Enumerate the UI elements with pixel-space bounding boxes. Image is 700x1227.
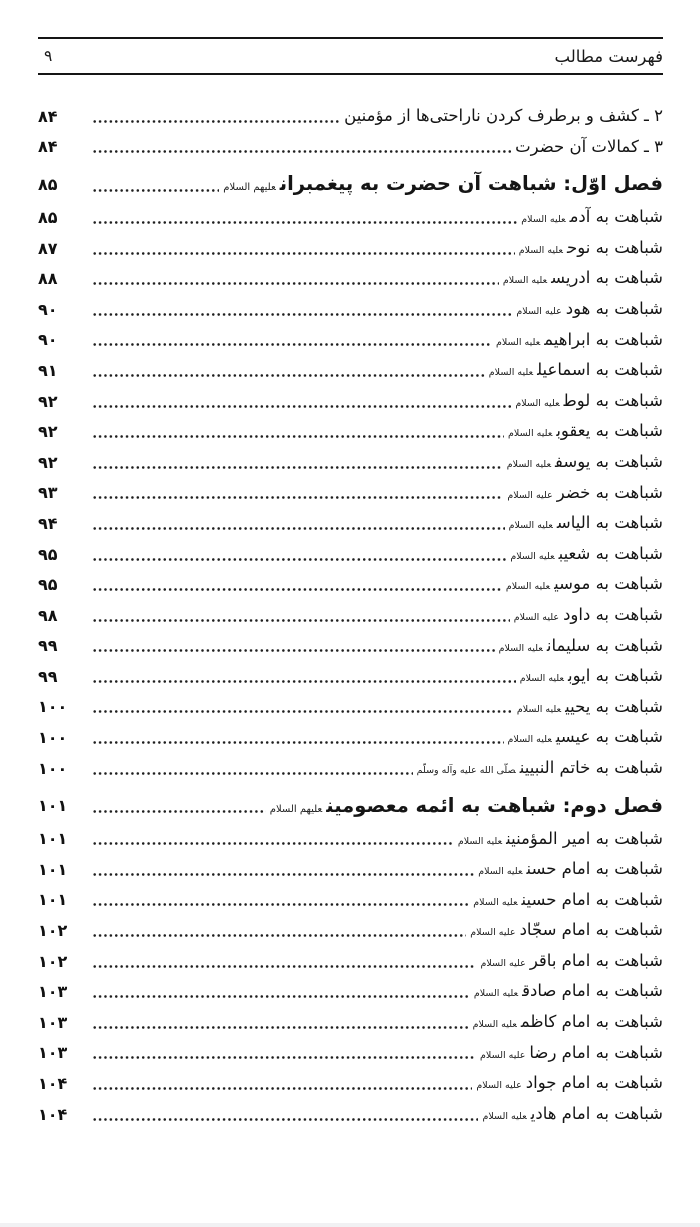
- toc-row: [38, 631, 663, 662]
- toc-entry-page-number: ۸۴: [38, 137, 58, 157]
- toc-entry-label: شباهت به امام حسین: [521, 889, 663, 909]
- toc-entry-honorific: علیه السلام: [480, 1049, 526, 1061]
- toc-entry-page-number: ۹۱: [38, 360, 58, 380]
- toc-entry-text: [506, 576, 663, 593]
- toc-entry-page-number: ۱۰۳: [38, 982, 68, 1002]
- dot-leader: [92, 1118, 478, 1121]
- toc-entry-label: شباهت به امام هادی: [530, 1103, 663, 1123]
- toc-entry-honorific: علیه السلام: [473, 988, 519, 1000]
- toc-entry-text: [344, 108, 663, 125]
- toc-entry-text: [474, 983, 663, 1000]
- toc-row: [38, 263, 663, 294]
- toc-entry-text: [508, 423, 663, 440]
- toc-entry-text: [457, 828, 663, 848]
- toc-entry-label: شباهت به عیسی: [555, 727, 663, 747]
- dot-leader: [92, 995, 470, 998]
- toc-entry-honorific: علیه السلام: [480, 957, 526, 969]
- toc-entry-honorific: علیه السلام: [470, 927, 516, 939]
- toc-row: [38, 478, 663, 509]
- toc-entry-text: [521, 209, 663, 226]
- toc-row: [38, 386, 663, 417]
- dot-leader: [92, 221, 517, 224]
- toc-entry-text: [470, 922, 663, 939]
- header-page-number: ۹: [44, 47, 53, 65]
- toc-entry-text: [489, 362, 663, 379]
- toc-entry-page-number: ۱۰۴: [38, 1074, 68, 1094]
- toc-entry-page-number: ۹۹: [38, 666, 58, 686]
- toc-entry-label: شباهت به لوط: [563, 390, 663, 410]
- toc-row: [38, 1068, 663, 1099]
- toc-entry-honorific: علیه السلام: [506, 458, 552, 470]
- toc-row: [38, 233, 663, 264]
- dot-leader: [92, 710, 513, 713]
- toc-entry-text: [510, 543, 663, 563]
- toc-entry-text: [516, 696, 663, 716]
- toc-entry-label: شباهت به امام صادق: [522, 981, 663, 1001]
- toc-entry-text: [223, 174, 663, 194]
- toc-entry-label: شباهت به هود: [565, 299, 663, 319]
- toc-entry-label: شباهت به امام کاظم: [520, 1012, 663, 1032]
- toc-entry-page-number: ۸۵: [38, 174, 58, 194]
- toc-entry-honorific: علیه السلام: [476, 1080, 522, 1092]
- toc-entry-page-number: ۱۰۰: [38, 728, 68, 748]
- dot-leader: [92, 282, 499, 285]
- dot-leader: [92, 842, 454, 845]
- toc-row: [38, 1099, 663, 1130]
- toc-entry-honorific: علیه السلام: [516, 306, 562, 318]
- toc-entry-label: شباهت به ادریس: [551, 268, 663, 288]
- toc-entry-text: [520, 668, 663, 685]
- toc-entry-honorific: علیه السلام: [518, 244, 564, 256]
- toc-entry-label: فصل دوم: شباهت به ائمه معصومین: [326, 793, 663, 817]
- toc-entry-text: [508, 729, 663, 746]
- dot-leader: [92, 150, 511, 153]
- toc-entry-label: شباهت به موسی: [554, 574, 663, 594]
- toc-row: [38, 132, 663, 163]
- toc-entry-page-number: ۹۸: [38, 605, 58, 625]
- toc-entry-honorific: علیه السلام: [516, 703, 562, 715]
- dot-leader: [92, 496, 503, 499]
- dot-leader: [92, 435, 504, 438]
- toc-row: [38, 722, 663, 753]
- toc-row: [38, 823, 663, 854]
- toc-entry-page-number: ۸۴: [38, 106, 58, 126]
- dot-leader: [92, 810, 266, 813]
- dot-leader: [92, 558, 506, 561]
- toc-entry-label: شباهت به شعیب: [558, 543, 663, 563]
- dot-leader: [92, 903, 469, 906]
- toc-entry-honorific: علیه السلام: [508, 520, 553, 532]
- toc-entry-honorific: علیه السلام: [502, 275, 548, 287]
- toc-row: [38, 946, 663, 977]
- toc-entry-page-number: ۹۲: [38, 452, 58, 472]
- toc-entry-page-number: ۱۰۳: [38, 1012, 68, 1032]
- dot-leader: [92, 1056, 476, 1059]
- toc-entry-label: فصل اوّل: شباهت آن حضرت به پیغمبران: [279, 172, 663, 196]
- toc-entry-page-number: ۹۰: [38, 330, 58, 350]
- dot-leader: [92, 649, 495, 652]
- dot-leader: [92, 189, 219, 192]
- header-title: فهرست مطالب: [554, 46, 663, 66]
- toc-row: [38, 854, 663, 885]
- toc-row: [38, 753, 663, 784]
- toc-row: [38, 885, 663, 916]
- toc-row: [38, 692, 663, 723]
- toc-entry-text: [473, 1014, 663, 1031]
- toc-row: [38, 416, 663, 447]
- toc-entry-page-number: ۸۵: [38, 207, 58, 227]
- toc-row: [38, 661, 663, 692]
- toc-entry-text: [416, 757, 663, 777]
- toc-entry-label: ۲ ـ کشف و برطرف کردن ناراحتی‌ها از مؤمنین: [344, 106, 663, 126]
- toc-entry-page-number: ۱۰۱: [38, 890, 68, 910]
- toc-entry-text: [509, 515, 663, 532]
- toc-entry-honorific: علیه السلام: [488, 367, 534, 379]
- toc-entry-label: شباهت به یحیی: [565, 696, 663, 716]
- toc-entry-page-number: ۱۰۱: [38, 795, 68, 815]
- toc-entry-text: [495, 329, 663, 349]
- toc-entry-label: شباهت به یوسف: [555, 451, 663, 471]
- toc-row: [38, 355, 663, 386]
- toc-entry-text: [473, 889, 663, 909]
- toc-entry-text: [480, 950, 663, 970]
- dot-leader: [92, 374, 485, 377]
- dot-leader: [92, 343, 492, 346]
- toc-entry-label: شباهت به امام سجّاد: [519, 920, 663, 940]
- toc-entry-text: [515, 390, 663, 410]
- toc-row: [38, 915, 663, 946]
- toc-entry-page-number: ۱۰۳: [38, 1043, 68, 1063]
- toc-entry-page-number: ۹۹: [38, 636, 58, 656]
- dot-leader: [92, 772, 413, 775]
- toc-entry-label: ۳ ـ کمالات آن حضرت: [515, 136, 663, 156]
- toc-entry-page-number: ۱۰۱: [38, 859, 68, 879]
- toc-entry-page-number: ۱۰۴: [38, 1104, 68, 1124]
- toc-entry-label: شباهت به ابراهیم: [544, 329, 663, 349]
- toc-row: [38, 325, 663, 356]
- toc-row: [38, 101, 663, 132]
- dot-leader: [92, 619, 510, 622]
- toc-row: [38, 202, 663, 233]
- toc-entry-label: شباهت به سلیمان: [546, 635, 663, 655]
- toc-entry-page-number: ۱۰۰: [38, 697, 68, 717]
- toc-entry-honorific: علیه السلام: [478, 866, 523, 878]
- toc-row: [38, 600, 663, 631]
- toc-row: [38, 569, 663, 600]
- dot-leader: [92, 1087, 472, 1090]
- toc-entry-text: [269, 793, 663, 817]
- toc-entry-text: [498, 635, 663, 655]
- toc-entry-page-number: ۸۷: [38, 238, 58, 258]
- toc-entry-text: [513, 604, 663, 624]
- toc-entry-page-number: ۹۵: [38, 544, 58, 564]
- toc-entry-page-number: ۱۰۰: [38, 758, 68, 778]
- toc-entry-label: شباهت به اسماعیل: [537, 360, 663, 380]
- toc-entry-text: [480, 1042, 663, 1062]
- toc-entry-label: شباهت به امام رضا: [529, 1042, 663, 1062]
- toc-entry-page-number: ۹۴: [38, 513, 58, 533]
- dot-leader: [92, 527, 505, 530]
- toc-entry-page-number: ۸۸: [38, 269, 58, 289]
- toc-entry-label: شباهت به امام باقر: [529, 950, 663, 970]
- toc-entry-text: [478, 861, 663, 878]
- dot-leader: [92, 466, 503, 469]
- toc-row: [38, 976, 663, 1007]
- toc-entry-label: شباهت به امام حسن: [526, 859, 663, 879]
- toc-entry-honorific: علیه السلام: [507, 734, 552, 746]
- toc-entry-label: شباهت به ایوب: [568, 666, 663, 686]
- toc-entry-text: [506, 451, 663, 471]
- toc-entry-honorific: علیه السلام: [482, 1110, 527, 1122]
- toc-entry-honorific: علیه السلام: [507, 489, 553, 501]
- toc-entry-label: شباهت به خضر: [556, 482, 663, 502]
- toc-entry-text: [515, 136, 663, 156]
- toc-entry-honorific: علیه السلام: [515, 397, 560, 409]
- page-header: [38, 37, 663, 75]
- toc-row: [38, 1007, 663, 1038]
- toc-page: [0, 37, 700, 1227]
- toc-entry-label: شباهت به الیاس: [556, 513, 663, 533]
- toc-entry-label: شباهت به نوح: [567, 237, 663, 257]
- toc-entry-honorific: علیه السلام: [457, 835, 503, 847]
- toc-entry-honorific: علیه السلام: [495, 336, 541, 348]
- toc-row: [38, 447, 663, 478]
- dot-leader: [92, 405, 511, 408]
- dot-leader: [92, 873, 474, 876]
- toc-entry-honorific: علیه السلام: [521, 214, 566, 226]
- toc-entry-page-number: ۹۵: [38, 575, 58, 595]
- dot-leader: [92, 120, 340, 123]
- dot-leader: [92, 313, 512, 316]
- dot-leader: [92, 965, 476, 968]
- toc-entry-page-number: ۱۰۱: [38, 829, 68, 849]
- toc-entry-page-number: ۹۳: [38, 483, 58, 503]
- toc-entry-honorific: علیه السلام: [473, 896, 518, 908]
- toc-list: [38, 101, 663, 1129]
- toc-entry-honorific: علیه السلام: [505, 581, 551, 593]
- toc-entry-honorific: علیهم السلام: [223, 182, 276, 194]
- toc-entry-label: شباهت به امیر المؤمنین: [506, 828, 663, 848]
- page-bottom-edge: [0, 1223, 700, 1227]
- toc-entry-text: [476, 1075, 663, 1092]
- dot-leader: [92, 252, 515, 255]
- toc-entry-label: شباهت به یعقوب: [556, 421, 663, 441]
- toc-entry-label: شباهت به آدم: [569, 207, 663, 227]
- toc-row: [38, 539, 663, 570]
- toc-entry-page-number: ۱۰۲: [38, 951, 68, 971]
- toc-entry-honorific: صلّی الله علیه وآله وسلّم: [416, 764, 516, 776]
- toc-entry-honorific: علیه السلام: [498, 642, 543, 654]
- dot-leader: [92, 680, 516, 683]
- toc-entry-label: شباهت به خاتم النبیین: [519, 757, 663, 777]
- toc-row: [38, 1038, 663, 1069]
- toc-entry-honorific: علیه السلام: [519, 673, 565, 685]
- toc-row: [38, 508, 663, 539]
- toc-entry-honorific: علیهم السلام: [269, 803, 323, 815]
- toc-chapter-row: [38, 787, 663, 823]
- dot-leader: [92, 1026, 469, 1029]
- toc-entry-honorific: علیه السلام: [510, 550, 555, 562]
- toc-entry-page-number: ۹۲: [38, 391, 58, 411]
- toc-entry-text: [507, 482, 663, 502]
- toc-entry-text: [518, 237, 663, 257]
- toc-entry-page-number: ۹۲: [38, 422, 58, 442]
- toc-entry-page-number: ۱۰۲: [38, 921, 68, 941]
- dot-leader: [92, 934, 466, 937]
- toc-entry-honorific: علیه السلام: [472, 1019, 517, 1031]
- toc-entry-page-number: ۹۰: [38, 299, 58, 319]
- toc-entry-text: [516, 301, 663, 318]
- toc-entry-label: شباهت به امام جواد: [525, 1073, 663, 1093]
- toc-entry-honorific: علیه السلام: [513, 611, 560, 623]
- toc-entry-text: [503, 270, 663, 287]
- toc-entry-label: شباهت به داود: [563, 604, 663, 624]
- dot-leader: [92, 741, 504, 744]
- dot-leader: [92, 588, 502, 591]
- toc-entry-text: [482, 1103, 663, 1123]
- toc-entry-honorific: علیه السلام: [508, 428, 553, 440]
- toc-row: [38, 294, 663, 325]
- toc-chapter-row: [38, 166, 663, 202]
